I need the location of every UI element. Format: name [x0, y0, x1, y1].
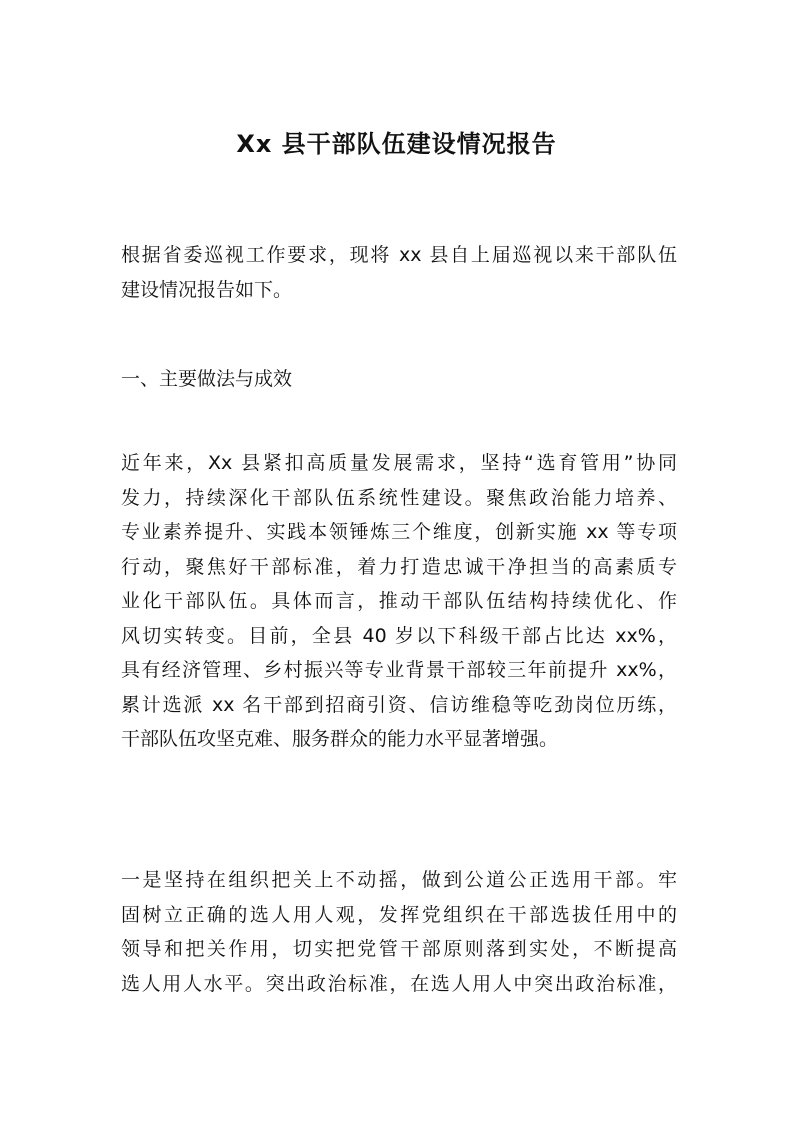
paragraph-line: 专业素养提升、实践本领锤炼三个维度，创新实施 xx 等专项 [121, 521, 677, 543]
section-heading [121, 362, 677, 397]
paragraph-line: 具有经济管理、乡村振兴等专业背景干部较三年前提升 xx%， [121, 659, 677, 681]
paragraph-line: 固树立正确的选人用人观，发挥党组织在干部选拔任用中的 [121, 903, 677, 926]
section-heading-text: 一、主要做法与成效 [121, 368, 293, 390]
paragraph-line: 领导和把关作用，切实把党管干部原则落到实处，不断提高 [121, 938, 677, 960]
intro-paragraph [121, 238, 677, 307]
intro-line: 根据省委巡视工作要求，现将 xx 县自上届巡视以来干部队伍 [121, 244, 677, 266]
paragraph-line: 累计选派 xx 名干部到招商引资、信访维稳等吃劲岗位历练， [121, 693, 677, 716]
paragraph-line: 业化干部队伍。具体而言，推动干部队伍结构持续优化、作 [121, 590, 677, 612]
paragraph-line: 发力，持续深化干部队伍系统性建设。聚焦政治能力培养、 [121, 486, 677, 509]
body-paragraph-1 [121, 446, 677, 757]
paragraph-line: 选人用人水平。突出政治标准，在选人用人中突出政治标准， [121, 972, 677, 995]
body-paragraph-2 [121, 863, 677, 1001]
paragraph-line: 行动，聚焦好干部标准，着力打造忠诚干净担当的高素质专 [121, 555, 677, 578]
paragraph-line: 干部队伍攻坚克难、服务群众的能力水平显著增强。 [121, 728, 559, 750]
intro-line: 建设情况报告如下。 [121, 278, 293, 301]
paragraph-line: 近年来，Xx 县紧扣高质量发展需求，坚持“选育管用”协同 [121, 452, 677, 474]
paragraph-line: 一是坚持在组织把关上不动摇，做到公道公正选用干部。牢 [121, 869, 677, 891]
paragraph-line: 风切实转变。目前，全县 40 岁以下科级干部占比达 xx%， [121, 624, 677, 647]
document-title: Xx 县干部队伍建设情况报告 [236, 130, 557, 158]
